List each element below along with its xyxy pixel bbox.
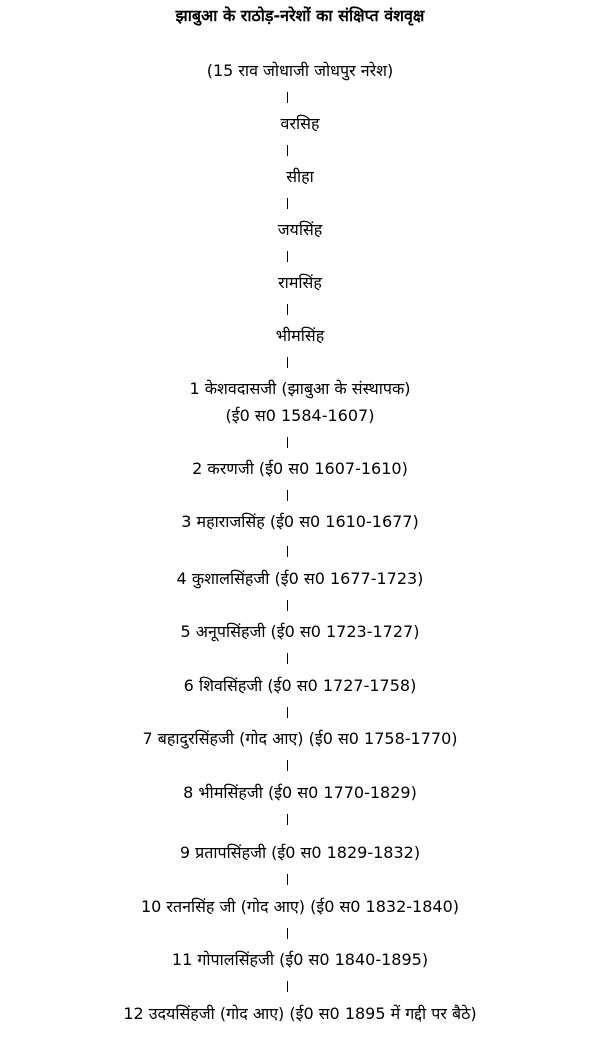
lineage-entry-jodhaji: (15 राव जोधाजी जोधपुर नरेश) [206, 61, 394, 80]
lineage-entry-gopalsinghji: 11 गोपालसिंहजी (ई0 स0 1840-1895) [171, 950, 429, 969]
lineage-connector [287, 145, 288, 156]
lineage-entry-anupsinghji: 5 अनूपसिंहजी (ई0 स0 1723-1727) [180, 622, 420, 641]
lineage-connector [287, 760, 288, 771]
lineage-entry-keshavdasji: 1 केशवदासजी (झाबुआ के संस्थापक) [189, 379, 411, 398]
lineage-connector [287, 490, 288, 501]
lineage-entry-jaysingh: जयसिंह [277, 220, 323, 239]
lineage-entry-ramsingh: रामसिंह [278, 273, 322, 292]
lineage-entry-kushalsinghji: 4 कुशालसिंहजी (ई0 स0 1677-1723) [176, 569, 424, 588]
lineage-connector [287, 874, 288, 885]
lineage-entry-bhimsingh: भीमसिंह [275, 326, 325, 345]
lineage-entry-siha: सीहा [286, 167, 314, 186]
lineage-connector [287, 600, 288, 611]
lineage-entry-varsih: वरसिह [280, 114, 320, 133]
lineage-entry-karanji: 2 करणजी (ई0 स0 1607-1610) [192, 459, 408, 478]
lineage-connector [287, 251, 288, 262]
lineage-connector [287, 928, 288, 939]
lineage-entry-keshavdasji-dates: (ई0 स0 1584-1607) [225, 406, 375, 425]
lineage-connector [287, 357, 288, 368]
lineage-entry-udaysinghji: 12 उदयसिंहजी (गोद आए) (ई0 स0 1895 में गद्दी पर बैठे) [123, 1004, 477, 1023]
lineage-entry-pratapsinghji: 9 प्रतापसिंहजी (ई0 स0 1829-1832) [179, 843, 421, 862]
lineage-connector [287, 653, 288, 664]
lineage-connector [287, 92, 288, 103]
lineage-entry-shivsinghji: 6 शिवसिंहजी (ई0 स0 1727-1758) [183, 676, 417, 695]
lineage-entry-maharajsingh: 3 महाराजसिंह (ई0 स0 1610-1677) [181, 512, 419, 531]
lineage-connector [287, 198, 288, 209]
page-title: झाबुआ के राठोड़-नरेशों का संक्षिप्त वंशवृक्ष [175, 6, 425, 25]
lineage-connector [287, 304, 288, 315]
lineage-connector [287, 707, 288, 718]
lineage-entry-ratansinghji: 10 रतनसिंह जी (गोद आए) (ई0 स0 1832-1840) [140, 897, 460, 916]
lineage-connector [287, 981, 288, 992]
lineage-connector [287, 437, 288, 448]
lineage-entry-bahadursinghji: 7 बहादुरसिंहजी (गोद आए) (ई0 स0 1758-1770) [142, 729, 458, 748]
lineage-connector [287, 546, 288, 557]
lineage-connector [287, 814, 288, 825]
lineage-entry-bhimsinghji: 8 भीमसिंहजी (ई0 स0 1770-1829) [183, 783, 417, 802]
